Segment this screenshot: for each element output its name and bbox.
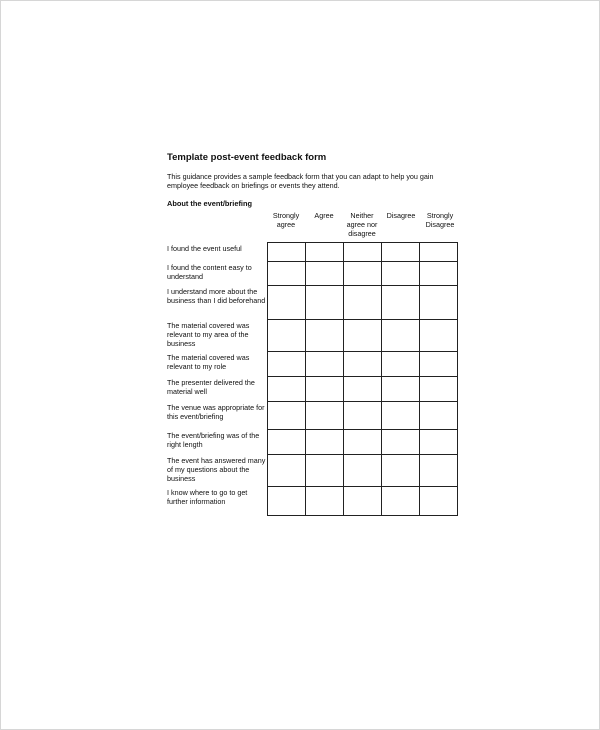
response-cell[interactable]: [344, 430, 382, 455]
response-cell[interactable]: [306, 320, 344, 352]
response-cell[interactable]: [268, 377, 306, 402]
table-row: [268, 243, 458, 262]
response-cell[interactable]: [344, 320, 382, 352]
column-header-disagree: Disagree: [386, 211, 416, 220]
question-label: I found the event useful: [167, 244, 242, 253]
response-cell[interactable]: [420, 455, 458, 487]
response-cell[interactable]: [420, 262, 458, 286]
response-cell[interactable]: [344, 352, 382, 377]
response-cell[interactable]: [268, 286, 306, 320]
form-intro: This guidance provides a sample feedback form that you can adapt to help you gain employee feedback on briefings or events they attend.: [167, 172, 434, 191]
response-cell[interactable]: [382, 262, 420, 286]
response-cell[interactable]: [268, 455, 306, 487]
response-cell[interactable]: [382, 377, 420, 402]
response-cell[interactable]: [420, 487, 458, 516]
table-row: [268, 377, 458, 402]
table-row: [268, 487, 458, 516]
column-header-strongly-agree: Strongly agree: [272, 211, 300, 229]
response-cell[interactable]: [306, 455, 344, 487]
response-cell[interactable]: [344, 487, 382, 516]
question-label: The event/briefing was of the right length: [167, 431, 260, 450]
table-row: [268, 320, 458, 352]
response-cell[interactable]: [268, 243, 306, 262]
table-row: [268, 430, 458, 455]
table-row: [268, 402, 458, 430]
response-cell[interactable]: [306, 286, 344, 320]
response-cell[interactable]: [420, 402, 458, 430]
question-label: The material covered was relevant to my role: [167, 353, 250, 372]
response-cell[interactable]: [268, 402, 306, 430]
column-header-strongly-disagree: Strongly Disagree: [425, 211, 455, 229]
table-row: [268, 352, 458, 377]
response-cell[interactable]: [420, 243, 458, 262]
question-label: I found the content easy to understand: [167, 263, 252, 282]
response-cell[interactable]: [306, 487, 344, 516]
response-cell[interactable]: [344, 286, 382, 320]
response-cell[interactable]: [382, 402, 420, 430]
question-label: The material covered was relevant to my area of the business: [167, 321, 250, 349]
response-cell[interactable]: [344, 402, 382, 430]
response-cell[interactable]: [306, 243, 344, 262]
response-cell[interactable]: [268, 430, 306, 455]
response-cell[interactable]: [306, 352, 344, 377]
column-header-neither: Neither agree nor disagree: [346, 211, 378, 238]
response-cell[interactable]: [382, 455, 420, 487]
response-cell[interactable]: [268, 352, 306, 377]
response-cell[interactable]: [306, 262, 344, 286]
response-cell[interactable]: [344, 377, 382, 402]
response-cell[interactable]: [344, 243, 382, 262]
response-cell[interactable]: [268, 487, 306, 516]
response-cell[interactable]: [344, 262, 382, 286]
section-heading: About the event/briefing: [167, 199, 252, 208]
form-title: Template post-event feedback form: [167, 152, 327, 163]
response-cell[interactable]: [382, 286, 420, 320]
question-label: I know where to go to get further information: [167, 488, 248, 507]
response-cell[interactable]: [382, 243, 420, 262]
response-cell[interactable]: [382, 352, 420, 377]
column-header-agree: Agree: [314, 211, 334, 220]
response-cell[interactable]: [306, 377, 344, 402]
response-cell[interactable]: [268, 262, 306, 286]
response-cell[interactable]: [420, 430, 458, 455]
response-cell[interactable]: [306, 402, 344, 430]
response-cell[interactable]: [420, 320, 458, 352]
response-cell[interactable]: [382, 487, 420, 516]
response-cell[interactable]: [382, 430, 420, 455]
response-cell[interactable]: [420, 286, 458, 320]
table-row: [268, 286, 458, 320]
response-cell[interactable]: [382, 320, 420, 352]
response-cell[interactable]: [268, 320, 306, 352]
response-cell[interactable]: [420, 352, 458, 377]
question-label: The venue was appropriate for this event/briefing: [167, 403, 265, 422]
question-label: The event has answered many of my questions about the business: [167, 456, 266, 484]
table-row: [268, 455, 458, 487]
question-label: The presenter delivered the material well: [167, 378, 255, 397]
response-cell[interactable]: [344, 455, 382, 487]
response-grid: [267, 242, 458, 516]
response-cell[interactable]: [420, 377, 458, 402]
response-cell[interactable]: [306, 430, 344, 455]
table-row: [268, 262, 458, 286]
question-label: I understand more about the business than I did beforehand: [167, 287, 266, 306]
